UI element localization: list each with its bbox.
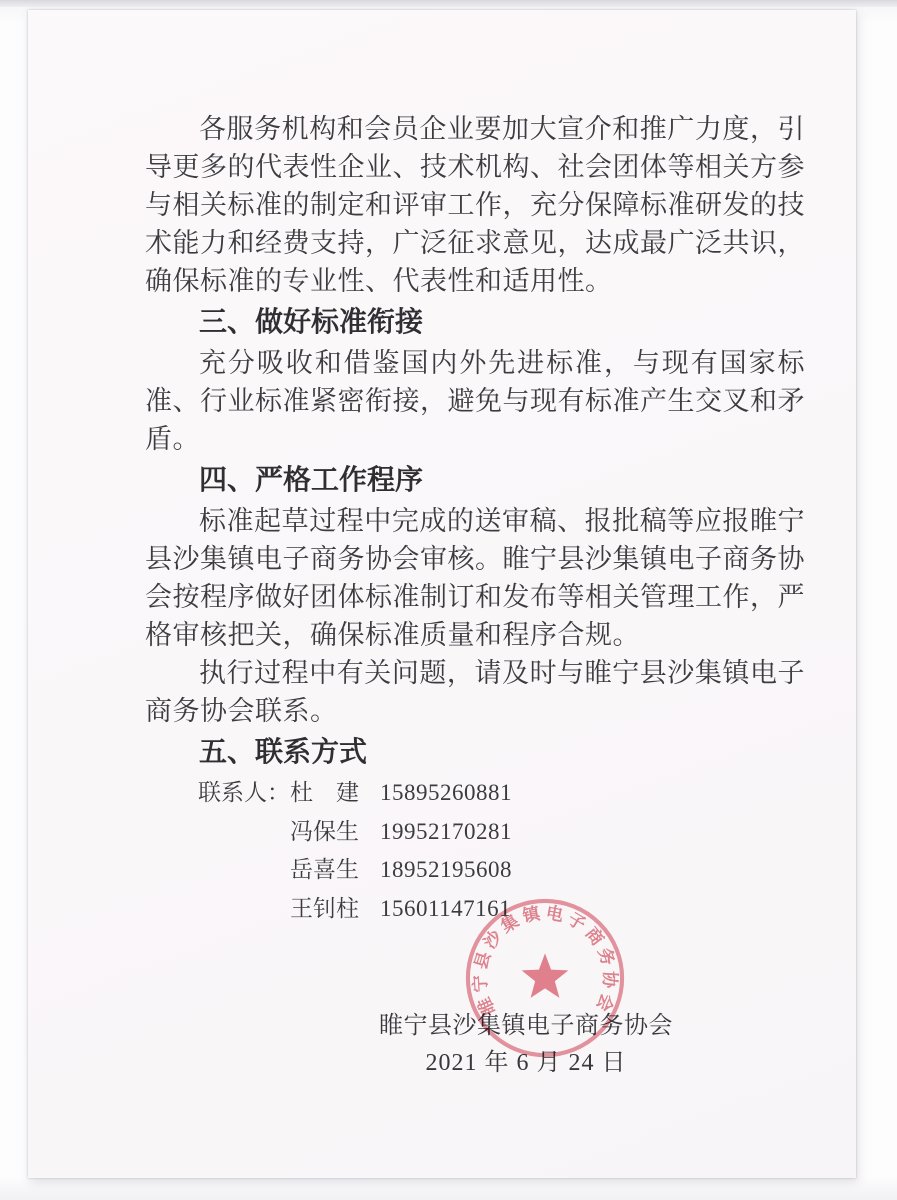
body-paragraph: 标准起草过程中完成的送审稿、报批稿等应报睢宁县沙集镇电子商务协会审核。睢宁县沙集镇电子商务协会按程序做好团体标准制订和发布等相关管理工作，严格审核把关，确保标准质量和程序合规。: [145, 506, 805, 650]
section-heading: 三、做好标准衔接: [199, 306, 424, 337]
contact-row: [198, 813, 805, 852]
signature-date: 2021 年 6 月 24 日: [425, 1050, 627, 1076]
contact-label: [198, 851, 290, 890]
contact-phone: 15601147161: [380, 895, 512, 921]
contact-phone: 19952170281: [380, 818, 512, 844]
signature-organization: 睢宁县沙集镇电子商务协会: [379, 1013, 673, 1039]
contact-phone: 18952195608: [380, 857, 512, 882]
contact-label: [198, 813, 290, 852]
contact-name: 杜 建: [290, 780, 359, 805]
document-body: [145, 110, 805, 771]
contact-label: [198, 890, 290, 929]
body-paragraph: 充分吸收和借鉴国内外先进标准，与现有国家标准、行业标准紧密衔接，避免与现有标准产生交叉和矛盾。: [145, 348, 805, 454]
contact-phone: 15895260881: [380, 780, 512, 805]
seal-text: 睢宁县沙集镇电子商务协会: [469, 902, 621, 1019]
section-heading: 五、联系方式: [199, 736, 368, 767]
contact-row: [198, 890, 805, 929]
scanner-edge-shadow: [0, 0, 897, 7]
contact-row: [198, 851, 805, 890]
contact-name: 冯保生: [290, 818, 359, 844]
contact-row: [198, 774, 805, 813]
document-page: [28, 10, 856, 1178]
body-paragraph: 各服务机构和会员企业要加大宣介和推广力度，引导更多的代表性企业、技术机构、社会团体等相关方参与相关标准的制定和评审工作，充分保障标准研发的技术能力和经费支持，广泛征求意见，达成最广泛共识，确保标准的专业性、代表性和适用性。: [145, 114, 805, 296]
contact-label: 联系人：: [198, 780, 290, 805]
signature-block: [379, 1007, 673, 1082]
body-paragraph: 执行过程中有关问题，请及时与睢宁县沙集镇电子商务协会联系。: [145, 658, 805, 726]
document-content: [28, 10, 805, 1082]
section-heading: 四、严格工作程序: [199, 464, 424, 495]
contact-name: 王钊柱: [290, 895, 359, 921]
contact-name: 岳喜生: [290, 857, 359, 882]
contact-list: [145, 774, 805, 928]
